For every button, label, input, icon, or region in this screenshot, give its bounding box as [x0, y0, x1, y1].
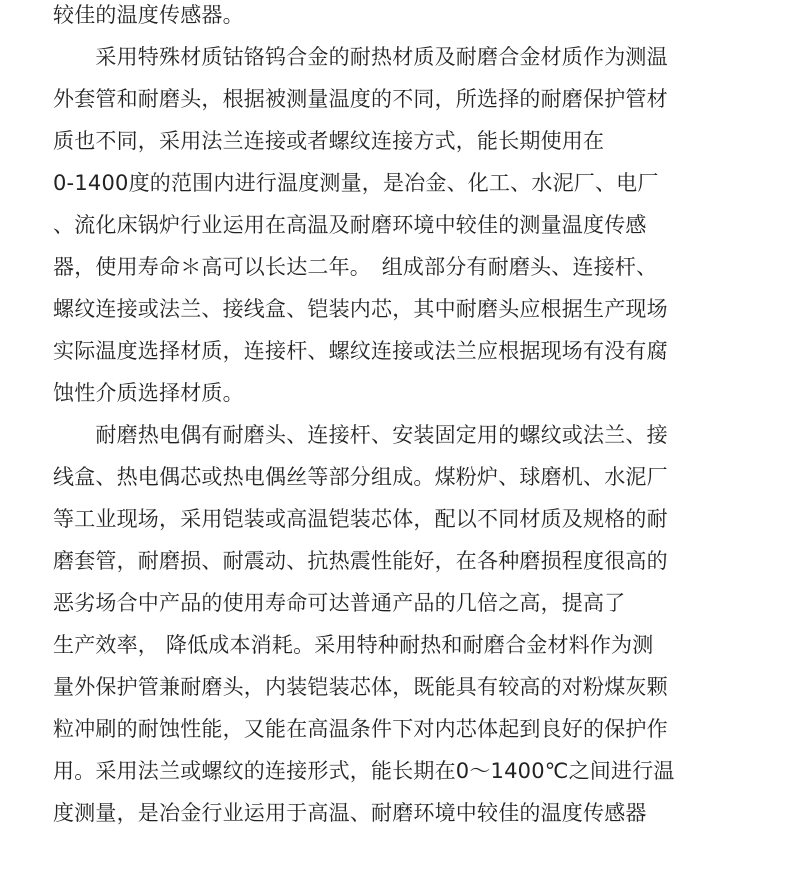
text-line: 、流化床锅炉行业运用在高温及耐磨环境中较佳的测量温度传感 — [53, 213, 647, 237]
text-line: 耐磨热电偶有耐磨头、连接杆、安装固定用的螺纹或法兰、接 — [53, 423, 668, 447]
text-line: 0-1400度的范围内进行温度测量，是冶金、化工、水泥厂、电厂 — [53, 171, 659, 195]
text-line: 实际温度选择材质，连接杆、螺纹连接或法兰应根据现场有没有腐 — [53, 339, 668, 363]
text-line: 生产效率， 降低成本消耗。采用特种耐热和耐磨合金材料作为测 — [53, 633, 654, 657]
text-line: 磨套管，耐磨损、耐震动、抗热震性能好，在各种磨损程度很高的 — [53, 549, 668, 573]
text-line: 蚀性介质选择材质。 — [53, 381, 244, 405]
text-line: 外套管和耐磨头，根据被测量温度的不同，所选择的耐磨保护管材 — [53, 87, 668, 111]
text-line: 螺纹连接或法兰、接线盒、铠装内芯，其中耐磨头应根据生产现场 — [53, 297, 668, 321]
text-line: 质也不同，采用法兰连接或者螺纹连接方式，能长期使用在 — [53, 129, 605, 153]
text-line: 等工业现场，采用铠装或高温铠装芯体，配以不同材质及规格的耐 — [53, 507, 668, 531]
text-line: 粒冲刷的耐蚀性能，又能在高温条件下对内芯体起到良好的保护作 — [53, 717, 668, 741]
text-line: 较佳的温度传感器。 — [53, 3, 244, 27]
text-line: 线盒、热电偶芯或热电偶丝等部分组成。煤粉炉、球磨机、水泥厂 — [53, 465, 668, 489]
text-line: 恶劣场合中产品的使用寿命可达普通产品的几倍之高，提高了 — [53, 591, 626, 615]
text-line: 度测量，是冶金行业运用于高温、耐磨环境中较佳的温度传感器 — [53, 801, 647, 825]
text-line: 用。采用法兰或螺纹的连接形式，能长期在0～1400℃之间进行温 — [53, 759, 675, 783]
text-line: 量外保护管兼耐磨头，内装铠装芯体，既能具有较高的对粉煤灰颗 — [53, 675, 668, 699]
text-line: 采用特殊材质钴铬钨合金的耐热材质及耐磨合金材质作为测温 — [53, 45, 668, 69]
text-line: 器，使用寿命＊高可以长达二年。 组成部分有耐磨头、连接杆、 — [53, 255, 658, 279]
